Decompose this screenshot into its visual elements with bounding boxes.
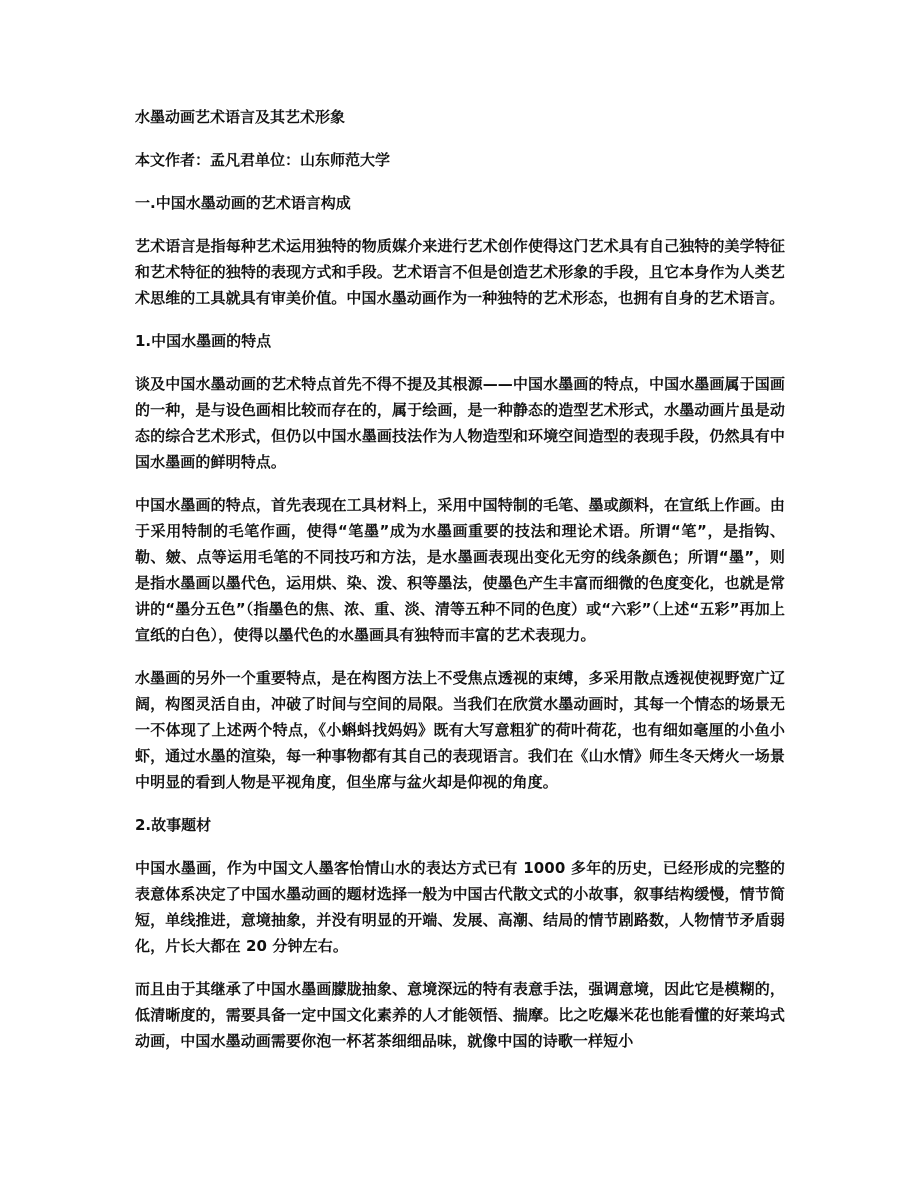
document-body [135, 104, 785, 1054]
body-paragraph: 而且由于其继承了中国水墨画朦胧抽象、意境深远的特有表意手法，强调意境，因此它是模糊的，低清晰度的，需要具备一定中国文化素养的人才能领悟、揣摩。比之吃爆米花也能看懂的好莱坞式动画，中国水墨动画需要你泡一杯茗茶细细品味，就像中国的诗歌一样短小 [135, 980, 785, 1050]
document-title: 水墨动画艺术语言及其艺术形象 [135, 108, 346, 126]
section-heading: 一.中国水墨动画的艺术语言构成 [135, 194, 351, 212]
body-paragraph: 谈及中国水墨动画的艺术特点首先不得不提及其根源——中国水墨画的特点，中国水墨画属于国画的一种，是与设色画相比较而存在的，属于绘画，是一种静态的造型艺术形式，水墨动画片虽是动态的综合艺术形式，但仍以中国水墨画技法作为人物造型和环境空间造型的表现手段，仍然具有中国水墨画的鲜明特点。 [135, 375, 785, 471]
subsection-heading: 1.中国水墨画的特点 [135, 332, 272, 350]
body-paragraph: 水墨画的另外一个重要特点，是在构图方法上不受焦点透视的束缚，多采用散点透视使视野宽广辽阔，构图灵活自由，冲破了时间与空间的局限。当我们在欣赏水墨动画时，其每一个情态的场景无一不体现了上述两个特点，《小蝌蚪找妈妈》既有大写意粗犷的荷叶荷花，也有细如毫厘的小鱼小虾，通过水墨的渲染，每一种事物都有其自己的表现语言。我们在《山水情》师生冬天烤火一场景中明显的看到人物是平视角度，但坐席与盆火却是仰视的角度。 [135, 669, 785, 791]
author-line: 本文作者：孟凡君单位：山东师范大学 [135, 151, 391, 169]
intro-paragraph: 艺术语言是指每种艺术运用独特的物质媒介来进行艺术创作使得这门艺术具有自己独特的美学特征和艺术特征的独特的表现方式和手段。艺术语言不但是创造艺术形象的手段，且它本身作为人类艺术思维的工具就具有审美价值。中国水墨动画作为一种独特的艺术形态，也拥有自身的艺术语言。 [135, 237, 785, 307]
body-paragraph: 中国水墨画，作为中国文人墨客怡情山水的表达方式已有 1000 多年的历史，已经形成的完整的表意体系决定了中国水墨动画的题材选择一般为中国古代散文式的小故事，叙事结构缓慢，情节简短，单线推进，意境抽象，并没有明显的开端、发展、高潮、结局的情节剧路数，人物情节矛盾弱化，片长大都在 20 分钟左右。 [135, 859, 785, 955]
subsection-heading: 2.故事题材 [135, 816, 212, 834]
body-paragraph: 中国水墨画的特点，首先表现在工具材料上，采用中国特制的毛笔、墨或颜料，在宣纸上作画。由于采用特制的毛笔作画，使得“笔墨”成为水墨画重要的技法和理论术语。所谓“笔”，是指钩、勒、皴、点等运用毛笔的不同技巧和方法，是水墨画表现出变化无穷的线条颜色；所谓“墨”，则是指水墨画以墨代色，运用烘、染、泼、积等墨法，使墨色产生丰富而细微的色度变化，也就是常讲的“墨分五色”（指墨色的焦、浓、重、淡、清等五种不同的色度）或“六彩”（上述“五彩”再加上宣纸的白色），使得以墨代色的水墨画具有独特而丰富的艺术表现力。 [135, 496, 785, 644]
